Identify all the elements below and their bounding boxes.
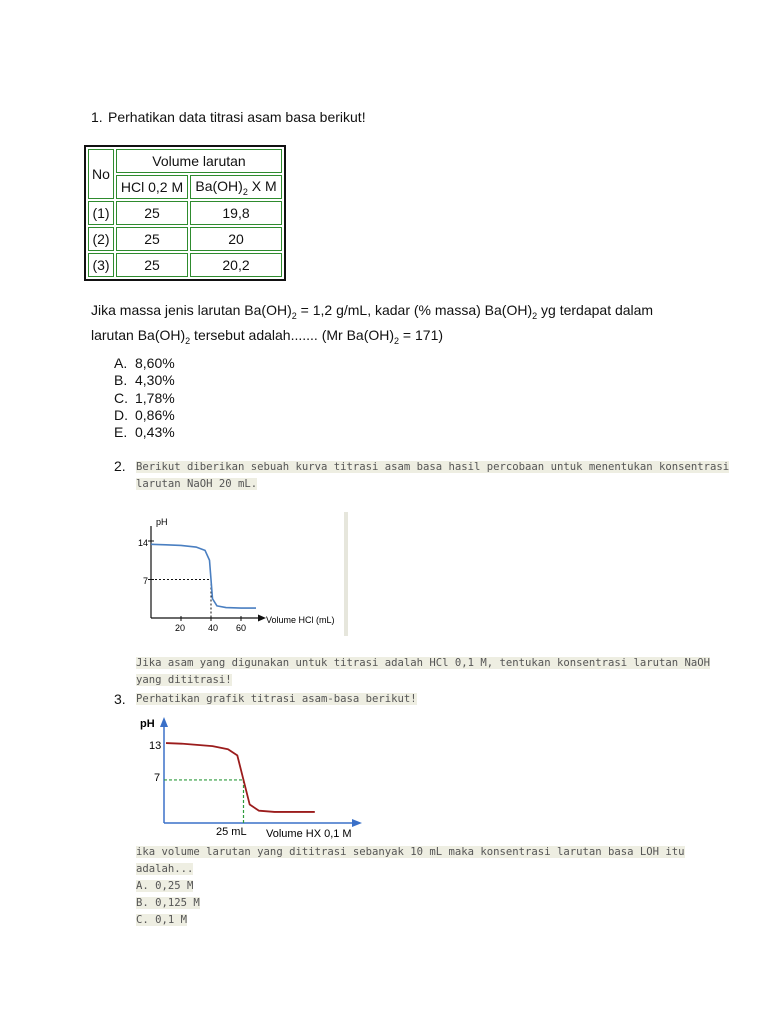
y-axis-arrow xyxy=(160,717,168,727)
table-header-baoh: $Ba(OH)_2$ X M xyxy=(190,175,282,199)
para-line: Jika massa jenis larutan $Ba(OH)_2 = 1,2$ g/mL, kadar (% massa) $Ba(OH)_2$ yg terdapat dalam xyxy=(91,302,654,321)
question-1-options xyxy=(114,355,175,441)
y-axis-label: pH xyxy=(156,517,168,527)
answer-option: C. 1,78% xyxy=(114,389,175,406)
question-1-body xyxy=(91,301,691,351)
question-2-text: Berikut diberikan sebuah kurva titrasi asam basa hasil percobaan untuk menentukan konsentrasi larutan NaOH 20 mL. xyxy=(136,461,730,490)
question-3-body: ika volume larutan yang dititrasi sebanyak 10 mL maka konsentrasi larutan basa LOH itu adalah... A. 0,25 M B. 0,125 M C. 0,1 M xyxy=(136,846,685,926)
titration-table xyxy=(84,145,286,281)
table-row: (2) 25 20 xyxy=(88,227,282,251)
chart-2-svg xyxy=(138,510,354,638)
y-tick-label: 7 xyxy=(154,772,161,784)
x-tick-label: 20 xyxy=(175,623,186,633)
question-3-heading: Perhatikan grafik titrasi asam-basa berikut! xyxy=(136,693,417,705)
y-tick-label: 14 xyxy=(138,538,149,548)
question-text: Perhatikan data titrasi asam basa berikut! xyxy=(108,109,366,125)
x-tick-label: 60 xyxy=(236,623,247,633)
answer-option: B. 0,125 M xyxy=(136,897,200,909)
titration-curve-chart-2 xyxy=(138,510,354,638)
chart-border xyxy=(344,512,348,636)
x-tick-label: 25 mL xyxy=(216,826,247,838)
answer-option: A. 0,25 M xyxy=(136,880,194,892)
question-2-number: 2. xyxy=(114,458,126,474)
x-axis-arrow xyxy=(352,819,362,827)
table-row: (3) 25 20,2 xyxy=(88,253,282,277)
answer-option: D. 0,86% xyxy=(114,406,175,423)
question-3-number: 3. xyxy=(114,691,126,707)
chart-3-svg xyxy=(136,713,368,843)
y-axis-label: pH xyxy=(140,718,155,730)
y-tick-label: 7 xyxy=(143,576,149,586)
table-row: (1) 25 19,8 xyxy=(88,201,282,225)
table-header-no: No xyxy=(88,149,114,199)
x-axis-label: Volume HX 0,1 M xyxy=(266,828,352,840)
y-tick-label: 13 xyxy=(149,740,162,752)
answer-option: C. 0,1 M xyxy=(136,914,188,926)
question-number: 1. xyxy=(91,109,103,125)
question-2-prompt: Jika asam yang digunakan untuk titrasi adalah HCl 0,1 M, tentukan konsentrasi larutan NaOH yang dititrasi! xyxy=(136,657,711,686)
titration-curve-chart-3 xyxy=(136,713,368,843)
table-header-volume: Volume larutan xyxy=(116,149,282,173)
x-axis-arrow xyxy=(258,615,266,622)
x-tick-label: 40 xyxy=(208,623,219,633)
question-1-heading xyxy=(91,109,366,125)
para-line: larutan $Ba(OH)_2$ tersebut adalah....... (Mr $Ba(OH)_2 = 171$) xyxy=(91,326,444,346)
x-axis-label: Volume HCl (mL) xyxy=(266,615,335,625)
answer-option: B. 4,30% xyxy=(114,372,175,389)
titration-curve-line xyxy=(151,544,256,608)
answer-option: A. 8,60% xyxy=(114,355,175,371)
titration-curve-line xyxy=(166,743,315,812)
table-header-hcl: HCl 0,2 M xyxy=(116,175,188,199)
answer-option: E. 0,43% xyxy=(114,424,175,441)
